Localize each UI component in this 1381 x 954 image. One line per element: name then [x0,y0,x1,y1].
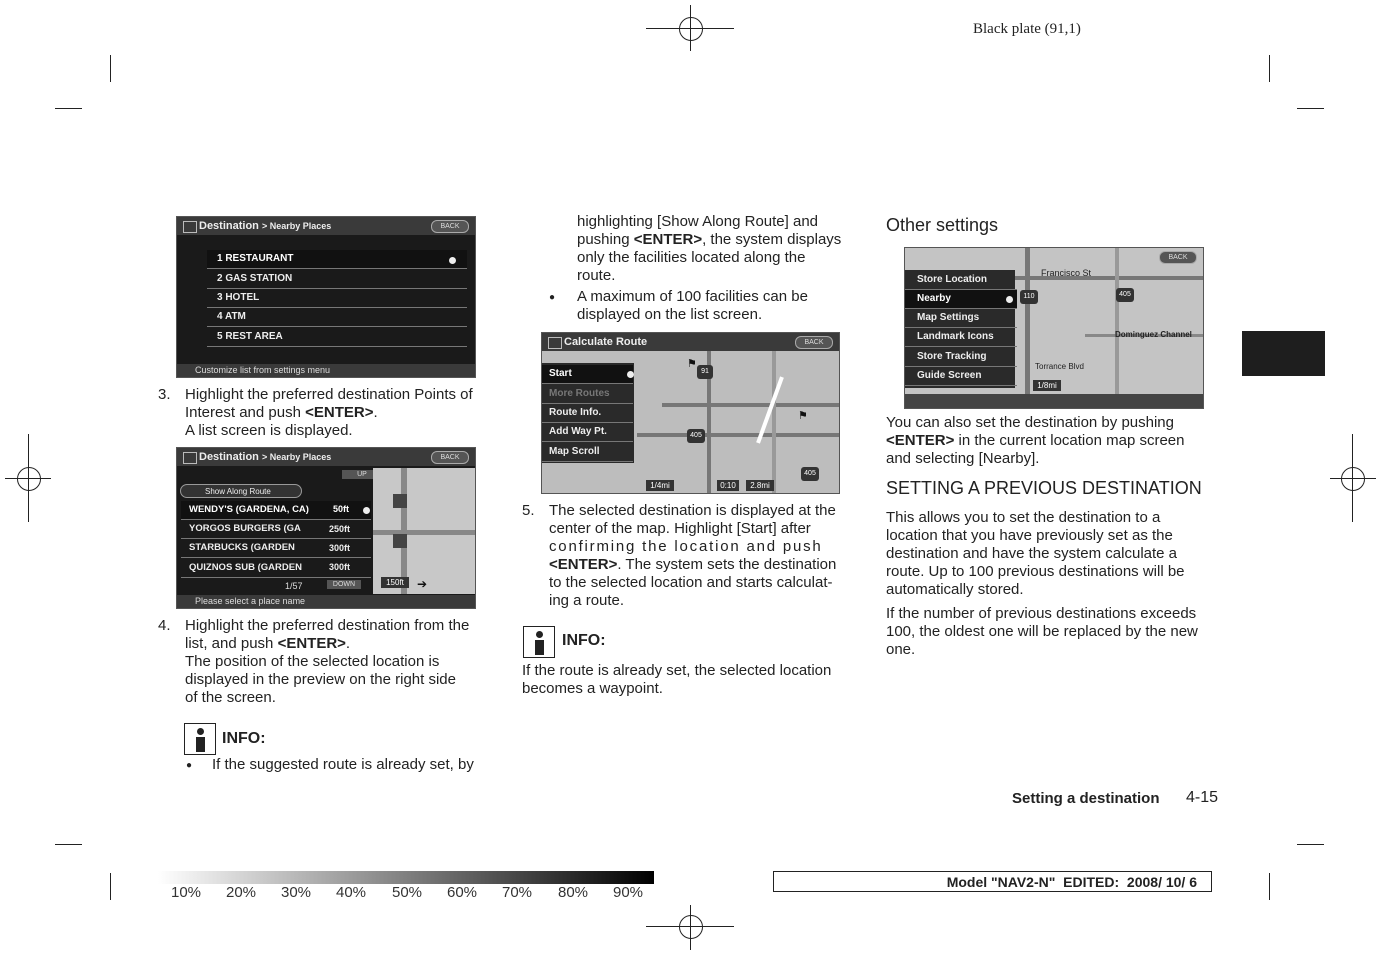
scroll-down-button[interactable]: DOWN [327,580,361,589]
selection-dot [363,507,370,514]
screen-footer: Customize list from settings menu [177,364,475,377]
info-label: INFO: [222,730,266,747]
model-box: Model "NAV2-N" EDITED: 2008/ 10/ 6 [773,871,1212,892]
distance-label: 2.8mi [746,480,774,491]
percent-label: 10% [171,884,202,901]
menu-item-start[interactable]: Start [542,365,633,384]
info-icon [523,626,555,658]
bullet-text: If the suggested route is already set, by [212,756,474,773]
list-item[interactable]: STARBUCKS (GARDEN [181,539,371,558]
menu-item-landmark-icons[interactable]: Landmark Icons [905,328,1017,347]
grayscale-bar [158,871,654,884]
menu-item-route-info[interactable]: Route Info. [542,404,633,423]
percent-label: 30% [281,884,312,901]
percent-label: 50% [392,884,423,901]
nearby-places-screen [176,216,476,378]
street-label: Dominguez Channel [1115,330,1192,339]
scroll-up-button[interactable]: UP [342,470,382,479]
continued-text: highlighting [Show Along Route] and pushing <ENTER>, the system displays only the facilities located along the route. [577,213,842,284]
list-item[interactable]: QUIZNOS SUB (GARDEN [181,559,371,578]
menu-item-map-settings[interactable]: Map Settings [905,309,1017,328]
list-item[interactable]: WENDY'S (GARDENA, CA) [181,501,371,520]
highway-shield: 110 [1020,290,1038,304]
back-button[interactable]: BACK [795,336,833,349]
step-4-text: Highlight the preferred destination from the list, and push <ENTER>. The position of the selected location is displayed in the preview on the right side of the screen. [185,617,470,706]
menu-item-nearby[interactable]: Nearby [905,290,1017,309]
preview-map [373,468,475,594]
eta-label: 0:10 [717,480,739,491]
map-bottom-bar [905,394,1203,408]
route-menu [542,363,634,463]
page-number: 4-15 [1186,789,1219,806]
paragraph: If the number of previous destinations exceeds 100, the oldest one will be replaced by the new one. [886,605,1198,658]
percent-label: 90% [613,884,644,901]
flag-icon: ⚑ [687,358,697,370]
menu-item-map-scroll[interactable]: Map Scroll [542,443,633,462]
show-along-route-button[interactable]: Show Along Route [180,484,302,498]
destination-icon [183,221,197,233]
distance-label: 300ft [329,543,351,553]
back-button[interactable]: BACK [1159,251,1197,264]
percent-label: 70% [502,884,533,901]
street-label: Torrance Blvd [1035,362,1084,371]
calculate-route-screen [541,332,840,494]
percent-label: 80% [558,884,589,901]
list-item[interactable]: 3 HOTEL [207,289,467,308]
step-number: 4. [158,617,171,634]
distance-label: 250ft [329,524,351,534]
arrow-right-icon: ➔ [417,577,428,591]
map-scale: 150ft [381,577,409,588]
paragraph: You can also set the destination by pushing <ENTER> in the current location map screen and selecting [Nearby]. [886,414,1185,467]
destination-icon [183,452,197,464]
paragraph: This allows you to set the destination to a location that you have previously set as the destination and have the system calculate a route. Up to 100 previous destinations will be automatically stored. [886,509,1185,598]
back-button[interactable]: BACK [431,451,469,464]
highway-shield: 405 [1116,288,1134,302]
page-count: 1/57 [285,581,303,591]
list-item[interactable]: YORGOS BURGERS (GA [181,520,371,539]
bullet-text: A maximum of 100 facilities can be displayed on the list screen. [577,288,808,323]
step-3-text: Highlight the preferred destination Points of Interest and push <ENTER>. A list screen is displayed. [185,386,473,439]
section-name: Setting a destination [1012,790,1160,807]
section-heading: SETTING A PREVIOUS DESTINATION [886,478,1202,498]
back-button[interactable]: BACK [431,220,469,233]
selection-dot [1006,296,1013,303]
screen-header: Destination > Nearby Places [177,448,475,466]
distance-label: 300ft [329,562,351,572]
map-scale: 1/4mi [646,480,674,491]
step-5-text: The selected destination is displayed at the center of the map. Highlight [Start] after confirming the location and push <ENTER>. The system sets the destination to the selected location and starts calculat- ing a route. [549,502,837,609]
list-item[interactable]: 1 RESTAURANT [207,250,467,269]
screen-footer: Please select a place name [177,595,475,608]
bullet-icon: ● [549,292,556,303]
percent-label: 20% [226,884,257,901]
menu-item-store-location[interactable]: Store Location [905,271,1017,290]
map-scale: 1/8mi [1033,380,1061,391]
menu-item-guide-screen[interactable]: Guide Screen [905,367,1017,386]
list-item[interactable]: 4 ATM [207,308,467,327]
section-heading: Other settings [886,215,999,235]
screen-header: Destination > Nearby Places [177,217,475,235]
selection-dot [627,371,634,378]
bullet-icon: ● [186,760,193,771]
highway-shield: 91 [697,365,713,379]
route-icon [548,337,562,349]
percent-label: 40% [336,884,367,901]
current-location-screen [904,247,1204,409]
checkered-flag-icon: ⚑ [798,410,808,422]
step-number: 3. [158,386,171,403]
list-item[interactable]: 2 GAS STATION [207,270,467,289]
menu-item-more-routes[interactable]: More Routes [542,385,633,404]
info-text: If the route is already set, the selected location becomes a waypoint. [522,662,832,697]
plate-label: Black plate (91,1) [973,21,1081,37]
section-tab [1242,331,1325,376]
place-list-screen [176,447,476,609]
highway-shield: 405 [687,429,705,443]
poi-icon [393,534,407,548]
info-icon [184,723,216,755]
screen-header: Calculate Route [542,333,839,351]
selection-dot [449,257,456,264]
list-item[interactable]: 5 REST AREA [207,328,467,347]
info-label: INFO: [562,632,606,649]
street-label: Francisco St [1041,268,1092,278]
step-number: 5. [522,502,535,519]
distance-label: 50ft [333,504,350,514]
percent-label: 60% [447,884,478,901]
poi-icon [393,494,407,508]
highway-shield: 405 [801,467,819,481]
nearby-menu [905,270,1015,388]
menu-item-store-tracking[interactable]: Store Tracking [905,348,1017,367]
menu-item-add-way-pt[interactable]: Add Way Pt. [542,423,633,442]
